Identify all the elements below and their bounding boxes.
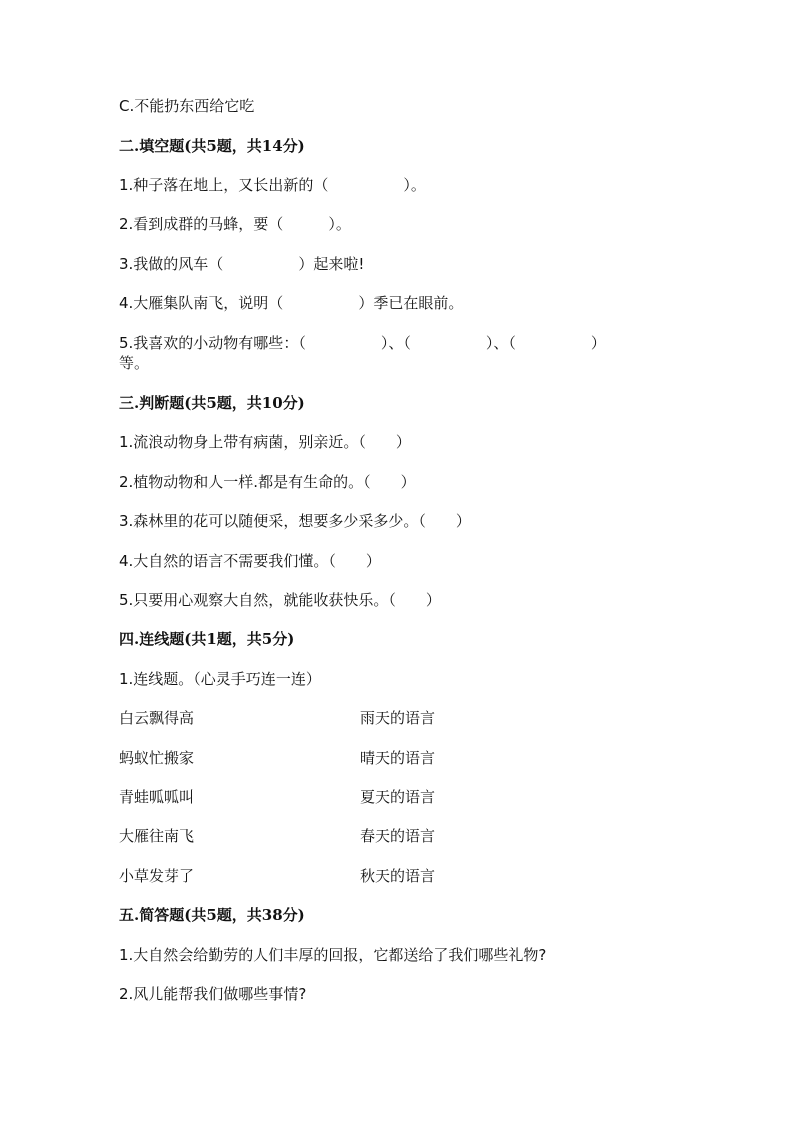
judge-q1: 1.流浪动物身上带有病菌，别亲近。（ ）	[119, 433, 411, 451]
section-short-answer-title: 五.简答题(共5题，共38分)	[119, 906, 305, 924]
matching-left-item: 白云飘得高	[119, 709, 195, 727]
matching-right-item: 秋天的语言	[360, 867, 436, 885]
matching-left-item: 小草发芽了	[119, 867, 195, 885]
fill-blank-q1: 1.种子落在地上，又长出新的（ ）。	[119, 176, 426, 194]
judge-q2: 2.植物动物和人一样.都是有生命的。（ ）	[119, 473, 416, 491]
section-matching-title: 四.连线题(共1题，共5分)	[119, 630, 295, 648]
matching-q1: 1.连线题。（心灵手巧连一连）	[119, 670, 321, 688]
fill-blank-q2: 2.看到成群的马蜂，要（ ）。	[119, 215, 351, 233]
matching-left-item: 蚂蚁忙搬家	[119, 749, 195, 767]
matching-right-item: 雨天的语言	[360, 709, 436, 727]
fill-blank-q3: 3.我做的风车（ ）起来啦!	[119, 255, 365, 273]
judge-q3: 3.森林里的花可以随便采，想要多少采多少。（ ）	[119, 512, 471, 530]
fill-blank-q4: 4.大雁集队南飞，说明（ ）季已在眼前。	[119, 294, 464, 312]
matching-left-item: 大雁往南飞	[119, 827, 195, 845]
judge-q4: 4.大自然的语言不需要我们懂。（ ）	[119, 552, 381, 570]
short-answer-q2: 2.风儿能帮我们做哪些事情?	[119, 985, 307, 1003]
prev-question-option-c: C.不能扔东西给它吃	[119, 97, 255, 115]
matching-right-item: 春天的语言	[360, 827, 436, 845]
matching-right-item: 晴天的语言	[360, 749, 436, 767]
matching-left-item: 青蛙呱呱叫	[119, 788, 195, 806]
section-judge-title: 三.判断题(共5题，共10分)	[119, 394, 305, 412]
short-answer-q1: 1.大自然会给勤劳的人们丰厚的回报，它都送给了我们哪些礼物?	[119, 946, 547, 964]
fill-blank-q5-line2: 等。	[119, 354, 150, 372]
section-fill-blank-title: 二.填空题(共5题，共14分)	[119, 137, 305, 155]
judge-q5: 5.只要用心观察大自然，就能收获快乐。（ ）	[119, 591, 441, 609]
fill-blank-q5-line1: 5.我喜欢的小动物有哪些：（ ）、（ ）、（ ）	[119, 334, 606, 352]
matching-right-item: 夏天的语言	[360, 788, 436, 806]
